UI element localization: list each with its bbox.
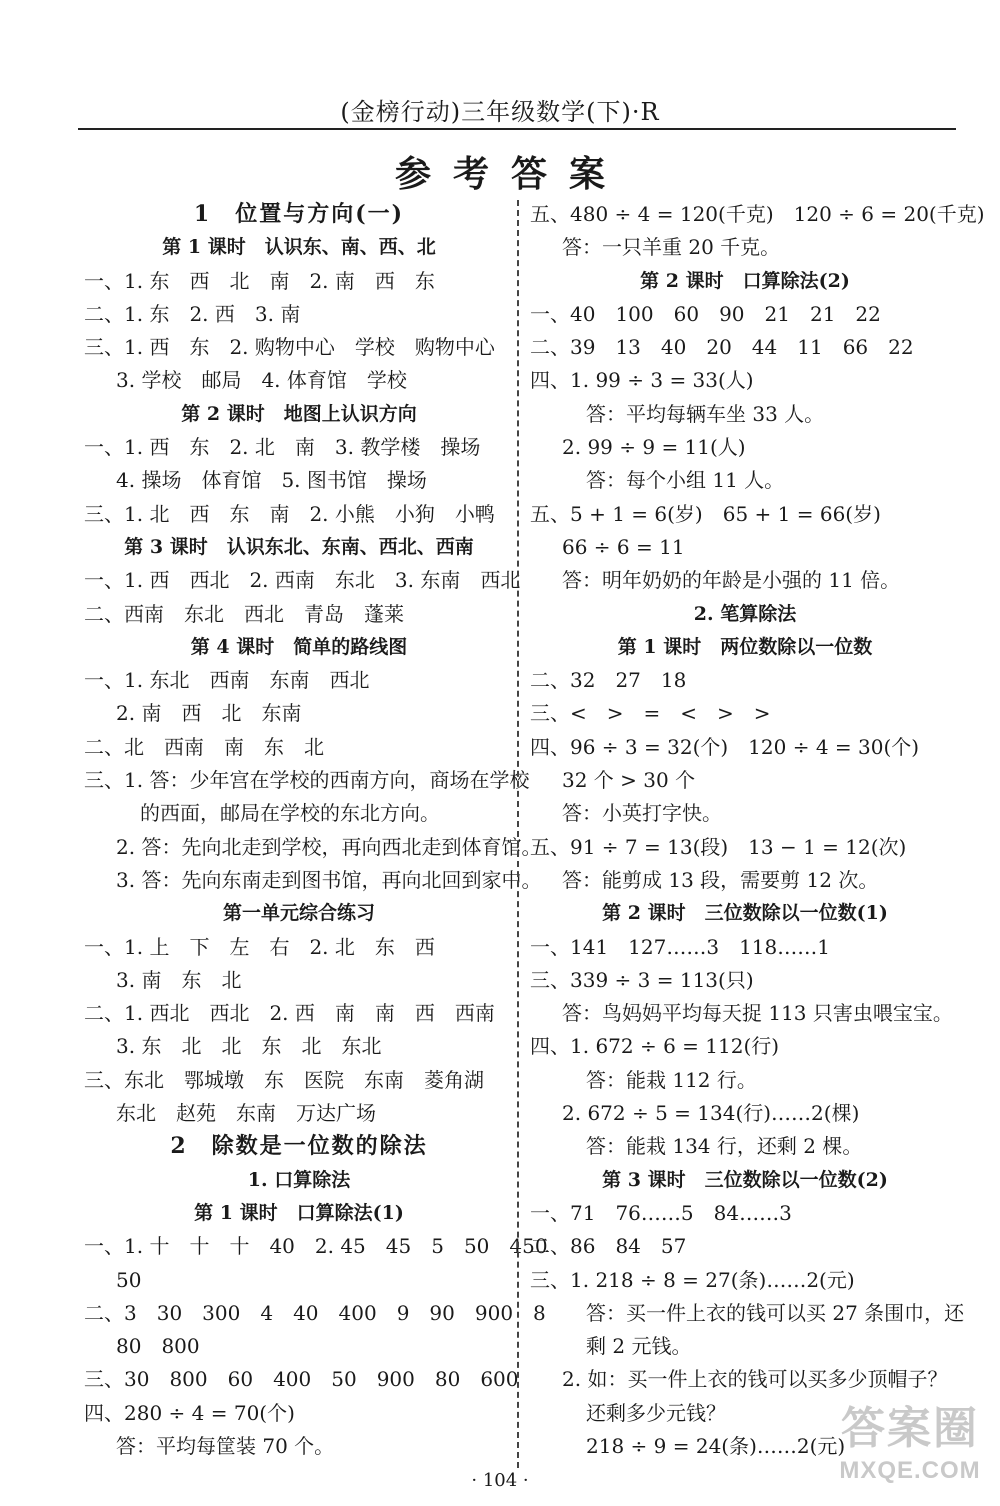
header-rule [78, 128, 956, 130]
column-divider [517, 200, 519, 1468]
answer-line: 答：每个小组 11 人。 [586, 468, 785, 493]
answer-line: 三、< > = < > > [530, 701, 771, 726]
document-title: 参考答案 [394, 153, 627, 195]
lesson-heading: 第 2 课时 地图上认识方向 [181, 402, 417, 425]
answer-line: 2. 672 ÷ 5 = 134(行)……2(棵) [562, 1101, 860, 1126]
answer-line: 一、40 100 60 90 21 21 22 [530, 301, 881, 326]
lesson-heading: 第 3 课时 认识东北、东南、西北、西南 [124, 535, 474, 558]
answer-line: 五、480 ÷ 4 = 120(千克) 120 ÷ 6 = 20(千克) [530, 202, 985, 226]
answer-line: 二、北 西南 南 东 北 [84, 734, 324, 759]
lesson-heading: 1. 口算除法 [247, 1168, 351, 1191]
answer-line: 二、3 30 300 4 40 400 9 90 900 8 [84, 1300, 546, 1325]
answer-line: 五、5 + 1 = 6(岁) 65 + 1 = 66(岁) [530, 501, 881, 526]
section-heading: 2 除数是一位数的除法 [170, 1133, 428, 1160]
answer-line: 2. 南 西 北 东南 [116, 701, 302, 726]
answer-line: 四、280 ÷ 4 = 70(个) [84, 1400, 295, 1425]
answer-line: 2. 99 ÷ 9 = 11(人) [562, 435, 746, 460]
watermark-url: MXQE.COM [839, 1457, 981, 1484]
watermark-logo [830, 1402, 990, 1498]
answer-line: 三、30 800 60 400 50 900 80 600 [84, 1367, 519, 1392]
answer-line: 4. 操场 体育馆 5. 图书馆 操场 [116, 468, 427, 493]
answer-line: 二、西南 东北 西北 青岛 蓬莱 [84, 601, 404, 626]
answer-line: 2. 如：买一件上衣的钱可以买多少顶帽子？ [562, 1367, 948, 1392]
page-number: · 104 · [471, 1470, 529, 1491]
answer-line: 剩 2 元钱。 [586, 1334, 692, 1359]
answer-line: 答：平均每筐装 70 个。 [116, 1433, 335, 1458]
section-heading: 1 位置与方向(一) [193, 201, 405, 227]
right-column [530, 198, 985, 1463]
answer-line: 一、1. 西 东 2. 北 南 3. 教学楼 操场 [84, 435, 481, 460]
answer-line: 一、141 127……3 118……1 [530, 934, 830, 959]
answer-line: 四、1. 672 ÷ 6 = 112(行) [530, 1034, 780, 1059]
lesson-heading: 第 2 课时 口算除法(2) [640, 269, 850, 292]
answer-line: 三、1. 218 ÷ 8 = 27(条)……2(元) [530, 1267, 855, 1292]
answer-line: 二、86 84 57 [530, 1234, 687, 1259]
answer-line: 3. 学校 邮局 4. 体育馆 学校 [116, 368, 407, 393]
lesson-heading: 第 2 课时 三位数除以一位数(1) [602, 902, 888, 925]
lesson-heading: 2. 笔算除法 [693, 602, 797, 625]
page-header: (金榜行动)三年级数学(下)·R [340, 98, 660, 126]
answer-line: 答：能栽 134 行，还剩 2 棵。 [586, 1134, 863, 1159]
answer-line: 二、1. 西北 西北 2. 西 南 南 西 西南 [84, 1001, 495, 1026]
answer-line: 东北 赵苑 东南 万达广场 [116, 1101, 376, 1126]
answer-line: 50 [116, 1267, 142, 1292]
answer-line: 三、1. 北 西 东 南 2. 小熊 小狗 小鸭 [84, 501, 495, 526]
answer-line: 80 800 [116, 1334, 200, 1359]
answer-line: 答：能栽 112 行。 [586, 1067, 757, 1092]
lesson-heading: 第一单元综合练习 [222, 902, 375, 925]
answer-line: 一、1. 十 十 十 40 2. 45 45 5 50 450 [84, 1234, 548, 1259]
answer-line: 答：一只羊重 20 千克。 [562, 235, 781, 260]
answer-line: 三、1. 答：少年宫在学校的西南方向，商场在学校 [84, 768, 530, 793]
lesson-heading: 第 3 课时 三位数除以一位数(2) [602, 1168, 888, 1191]
answer-line: 三、339 ÷ 3 = 113(只) [530, 967, 754, 992]
answer-line: 四、96 ÷ 3 = 32(个) 120 ÷ 4 = 30(个) [530, 734, 920, 759]
answer-line: 三、东北 鄂城墩 东 医院 东南 菱角湖 [84, 1067, 484, 1092]
left-column [84, 198, 548, 1463]
lesson-heading: 第 1 课时 口算除法(1) [194, 1201, 404, 1224]
answer-line: 66 ÷ 6 = 11 [562, 534, 685, 559]
answer-line: 一、1. 西 西北 2. 西南 东北 3. 东南 西北 [84, 568, 521, 593]
answer-line: 答：能剪成 13 段，需要剪 12 次。 [562, 867, 879, 892]
answer-line: 二、32 27 18 [530, 668, 687, 693]
answer-line: 答：买一件上衣的钱可以买 27 条围巾，还 [586, 1300, 965, 1325]
lesson-heading: 第 1 课时 两位数除以一位数 [617, 635, 873, 658]
lesson-heading: 第 1 课时 认识东、南、西、北 [162, 236, 436, 259]
answer-line: 的西面，邮局在学校的东北方向。 [140, 801, 440, 826]
answer-line: 答：平均每辆车坐 33 人。 [586, 401, 825, 426]
answer-line: 五、91 ÷ 7 = 13(段) 13 − 1 = 12(次) [530, 834, 907, 859]
answer-line: 一、1. 东 西 北 南 2. 南 西 东 [84, 268, 435, 293]
answer-line: 二、39 13 40 20 44 11 66 22 [530, 335, 914, 360]
answer-line: 一、71 76……5 84……3 [530, 1200, 792, 1225]
answer-line: 3. 答：先向东南走到图书馆，再向北回到家中。 [116, 867, 542, 892]
answer-line: 一、1. 东北 西南 东南 西北 [84, 668, 370, 693]
answer-line: 2. 答：先向北走到学校，再向西北走到体育馆。 [116, 834, 542, 859]
lesson-heading: 第 4 课时 简单的路线图 [190, 635, 408, 658]
watermark-mark: 答案圈 [841, 1404, 979, 1453]
answer-line: 一、1. 上 下 左 右 2. 北 东 西 [84, 934, 435, 959]
answer-line: 32 个 > 30 个 [562, 768, 696, 793]
answer-line: 答：鸟妈妈平均每天捉 113 只害虫喂宝宝。 [562, 1001, 953, 1026]
answer-line: 答：小英打字快。 [562, 801, 722, 826]
answer-line: 四、1. 99 ÷ 3 = 33(人) [530, 368, 754, 393]
answer-line: 218 ÷ 9 = 24(条)……2(元) [586, 1433, 846, 1458]
answer-line: 3. 东 北 北 东 北 东北 [116, 1034, 382, 1059]
answer-line: 答：明年奶奶的年龄是小强的 11 倍。 [562, 568, 901, 593]
answer-line: 还剩多少元钱？ [586, 1400, 726, 1425]
answer-line: 3. 南 东 北 [116, 967, 242, 992]
answer-line: 二、1. 东 2. 西 3. 南 [84, 301, 301, 326]
answer-line: 三、1. 西 东 2. 购物中心 学校 购物中心 [84, 335, 495, 360]
